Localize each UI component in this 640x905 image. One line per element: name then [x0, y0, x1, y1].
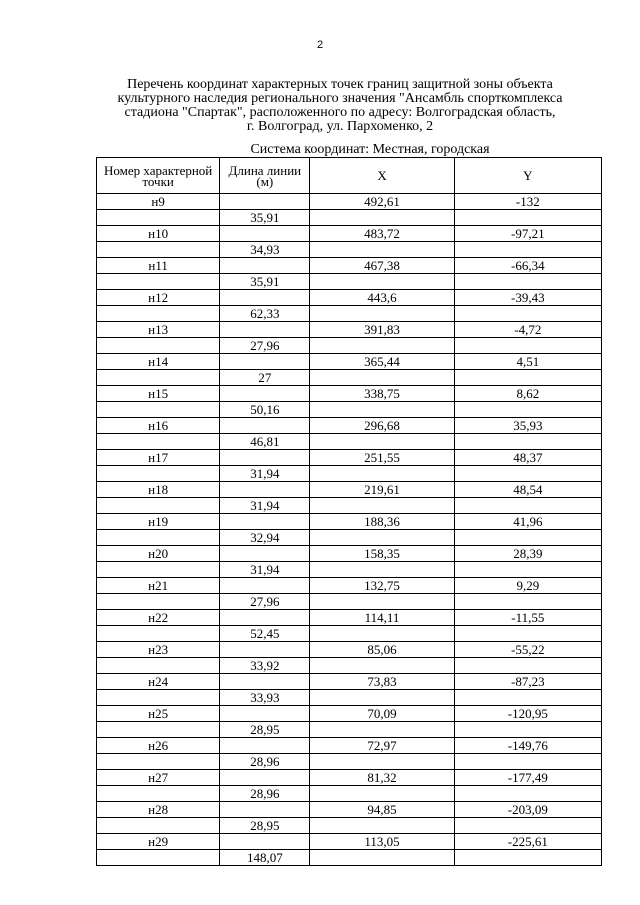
- blank-cell: [97, 274, 220, 290]
- table-row: [97, 290, 602, 306]
- blank-cell: [97, 242, 220, 258]
- line-length-cell: 35,91: [220, 274, 310, 290]
- table-row: [97, 802, 602, 818]
- x-cell: 113,05: [310, 834, 454, 850]
- blank-cell: [310, 690, 454, 706]
- blank-cell: [97, 466, 220, 482]
- blank-length-cell: [220, 226, 310, 242]
- table-row: [97, 482, 602, 498]
- header-y: Y: [454, 158, 601, 194]
- blank-cell: [97, 306, 220, 322]
- table-row: [97, 514, 602, 530]
- blank-length-cell: [220, 770, 310, 786]
- table-row: [97, 610, 602, 626]
- table-row: [97, 770, 602, 786]
- line-length-cell: 33,93: [220, 690, 310, 706]
- blank-cell: [454, 594, 601, 610]
- y-cell: -66,34: [454, 258, 601, 274]
- blank-cell: [454, 530, 601, 546]
- point-name-cell: н29: [97, 834, 220, 850]
- point-name-cell: н21: [97, 578, 220, 594]
- blank-cell: [97, 338, 220, 354]
- x-cell: 94,85: [310, 802, 454, 818]
- blank-cell: [310, 402, 454, 418]
- length-row: [97, 786, 602, 802]
- blank-cell: [97, 690, 220, 706]
- line-length-cell: 28,95: [220, 722, 310, 738]
- length-row: [97, 626, 602, 642]
- line-length-cell: 31,94: [220, 498, 310, 514]
- blank-cell: [310, 626, 454, 642]
- x-cell: 296,68: [310, 418, 454, 434]
- table-row: [97, 258, 602, 274]
- x-cell: 338,75: [310, 386, 454, 402]
- y-cell: 9,29: [454, 578, 601, 594]
- line-length-cell: 33,92: [220, 658, 310, 674]
- blank-length-cell: [220, 674, 310, 690]
- length-row: [97, 434, 602, 450]
- x-cell: 492,61: [310, 194, 454, 210]
- line-length-cell: 32,94: [220, 530, 310, 546]
- header-line-length: Длина линии (м): [220, 158, 310, 194]
- y-cell: -203,09: [454, 802, 601, 818]
- length-row: [97, 338, 602, 354]
- blank-cell: [454, 850, 601, 866]
- title-line: Перечень координат характерных точек границ защитной зоны объекта: [127, 77, 553, 92]
- blank-length-cell: [220, 706, 310, 722]
- blank-cell: [97, 370, 220, 386]
- length-row: [97, 594, 602, 610]
- length-row: [97, 754, 602, 770]
- blank-cell: [454, 466, 601, 482]
- y-cell: 48,37: [454, 450, 601, 466]
- y-cell: -87,23: [454, 674, 601, 690]
- blank-cell: [454, 274, 601, 290]
- x-cell: 70,09: [310, 706, 454, 722]
- y-cell: -11,55: [454, 610, 601, 626]
- length-row: [97, 242, 602, 258]
- blank-cell: [97, 210, 220, 226]
- x-cell: 365,44: [310, 354, 454, 370]
- y-cell: 41,96: [454, 514, 601, 530]
- blank-cell: [454, 818, 601, 834]
- blank-length-cell: [220, 738, 310, 754]
- line-length-cell: 50,16: [220, 402, 310, 418]
- point-name-cell: н12: [97, 290, 220, 306]
- y-cell: -39,43: [454, 290, 601, 306]
- table-row: [97, 834, 602, 850]
- blank-cell: [310, 850, 454, 866]
- blank-cell: [454, 306, 601, 322]
- table-row: [97, 386, 602, 402]
- point-name-cell: н25: [97, 706, 220, 722]
- line-length-cell: 62,33: [220, 306, 310, 322]
- blank-length-cell: [220, 642, 310, 658]
- line-length-cell: 31,94: [220, 562, 310, 578]
- point-name-cell: н20: [97, 546, 220, 562]
- x-cell: 114,11: [310, 610, 454, 626]
- x-cell: 132,75: [310, 578, 454, 594]
- blank-cell: [310, 658, 454, 674]
- title-line: г. Волгоград, ул. Пархоменко, 2: [246, 119, 434, 134]
- point-name-cell: н11: [97, 258, 220, 274]
- blank-cell: [97, 722, 220, 738]
- x-cell: 188,36: [310, 514, 454, 530]
- blank-length-cell: [220, 450, 310, 466]
- point-name-cell: н17: [97, 450, 220, 466]
- line-length-cell: 27,96: [220, 594, 310, 610]
- table-row: [97, 546, 602, 562]
- y-cell: 8,62: [454, 386, 601, 402]
- blank-length-cell: [220, 514, 310, 530]
- point-name-cell: н18: [97, 482, 220, 498]
- y-cell: -132: [454, 194, 601, 210]
- blank-cell: [310, 210, 454, 226]
- table-row: [97, 674, 602, 690]
- table-row: [97, 354, 602, 370]
- blank-cell: [310, 370, 454, 386]
- line-length-cell: 35,91: [220, 210, 310, 226]
- length-row: [97, 850, 602, 866]
- blank-length-cell: [220, 610, 310, 626]
- x-cell: 158,35: [310, 546, 454, 562]
- x-cell: 443,6: [310, 290, 454, 306]
- blank-length-cell: [220, 258, 310, 274]
- table-header-row: [97, 158, 602, 194]
- x-cell: 391,83: [310, 322, 454, 338]
- y-cell: 48,54: [454, 482, 601, 498]
- point-name-cell: н27: [97, 770, 220, 786]
- y-cell: -4,72: [454, 322, 601, 338]
- table-row: [97, 642, 602, 658]
- y-cell: -120,95: [454, 706, 601, 722]
- y-cell: 35,93: [454, 418, 601, 434]
- table-row: [97, 578, 602, 594]
- length-row: [97, 498, 602, 514]
- document-title: [60, 78, 620, 134]
- coordinate-system-label: Система координат: Местная, городская: [250, 142, 490, 157]
- point-name-cell: н28: [97, 802, 220, 818]
- length-row: [97, 466, 602, 482]
- blank-cell: [454, 242, 601, 258]
- blank-cell: [310, 818, 454, 834]
- blank-length-cell: [220, 194, 310, 210]
- y-cell: -149,76: [454, 738, 601, 754]
- table-row: [97, 450, 602, 466]
- blank-cell: [310, 786, 454, 802]
- coordinates-table-body: [97, 194, 602, 866]
- blank-length-cell: [220, 546, 310, 562]
- blank-length-cell: [220, 834, 310, 850]
- blank-cell: [310, 466, 454, 482]
- table-row: [97, 226, 602, 242]
- coordinates-table: [96, 157, 602, 866]
- blank-cell: [454, 210, 601, 226]
- point-name-cell: н26: [97, 738, 220, 754]
- table-row: [97, 418, 602, 434]
- blank-cell: [97, 498, 220, 514]
- blank-cell: [454, 434, 601, 450]
- length-row: [97, 722, 602, 738]
- blank-length-cell: [220, 354, 310, 370]
- point-name-cell: н19: [97, 514, 220, 530]
- blank-cell: [310, 754, 454, 770]
- length-row: [97, 402, 602, 418]
- blank-cell: [97, 594, 220, 610]
- length-row: [97, 370, 602, 386]
- x-cell: 85,06: [310, 642, 454, 658]
- blank-cell: [97, 626, 220, 642]
- blank-length-cell: [220, 578, 310, 594]
- blank-cell: [454, 498, 601, 514]
- length-row: [97, 690, 602, 706]
- point-name-cell: н23: [97, 642, 220, 658]
- point-name-cell: н9: [97, 194, 220, 210]
- x-cell: 81,32: [310, 770, 454, 786]
- y-cell: -97,21: [454, 226, 601, 242]
- table-row: [97, 738, 602, 754]
- table-row: [97, 194, 602, 210]
- length-row: [97, 274, 602, 290]
- line-length-cell: 28,95: [220, 818, 310, 834]
- x-cell: 219,61: [310, 482, 454, 498]
- blank-cell: [454, 754, 601, 770]
- blank-length-cell: [220, 418, 310, 434]
- blank-cell: [454, 690, 601, 706]
- blank-cell: [454, 338, 601, 354]
- blank-cell: [310, 274, 454, 290]
- y-cell: -225,61: [454, 834, 601, 850]
- blank-cell: [97, 434, 220, 450]
- blank-length-cell: [220, 802, 310, 818]
- blank-cell: [310, 498, 454, 514]
- blank-cell: [310, 562, 454, 578]
- x-cell: 72,97: [310, 738, 454, 754]
- blank-length-cell: [220, 290, 310, 306]
- x-cell: 73,83: [310, 674, 454, 690]
- length-row: [97, 818, 602, 834]
- y-cell: 28,39: [454, 546, 601, 562]
- blank-cell: [454, 722, 601, 738]
- x-cell: 467,38: [310, 258, 454, 274]
- y-cell: 4,51: [454, 354, 601, 370]
- x-cell: 483,72: [310, 226, 454, 242]
- table-row: [97, 322, 602, 338]
- blank-cell: [97, 850, 220, 866]
- title-line: культурного наследия регионального значения "Ансамбль спорткомплекса: [117, 91, 563, 106]
- blank-length-cell: [220, 386, 310, 402]
- length-row: [97, 210, 602, 226]
- line-length-cell: 28,96: [220, 786, 310, 802]
- blank-cell: [310, 530, 454, 546]
- line-length-cell: 27: [220, 370, 310, 386]
- blank-cell: [454, 786, 601, 802]
- line-length-cell: 148,07: [220, 850, 310, 866]
- y-cell: -55,22: [454, 642, 601, 658]
- table-row: [97, 706, 602, 722]
- blank-cell: [97, 754, 220, 770]
- blank-cell: [454, 658, 601, 674]
- point-name-cell: н14: [97, 354, 220, 370]
- line-length-cell: 34,93: [220, 242, 310, 258]
- line-length-cell: 31,94: [220, 466, 310, 482]
- point-name-cell: н15: [97, 386, 220, 402]
- line-length-cell: 28,96: [220, 754, 310, 770]
- line-length-cell: 27,96: [220, 338, 310, 354]
- point-name-cell: н13: [97, 322, 220, 338]
- line-length-cell: 46,81: [220, 434, 310, 450]
- length-row: [97, 658, 602, 674]
- y-cell: -177,49: [454, 770, 601, 786]
- blank-cell: [97, 658, 220, 674]
- point-name-cell: н10: [97, 226, 220, 242]
- blank-cell: [97, 818, 220, 834]
- header-point-number: Номер характерной точки: [97, 158, 220, 194]
- length-row: [97, 562, 602, 578]
- title-line: стадиона "Спартак", расположенного по адресу: Волгоградская область,: [124, 105, 556, 120]
- point-name-cell: н22: [97, 610, 220, 626]
- blank-cell: [454, 402, 601, 418]
- blank-length-cell: [220, 322, 310, 338]
- blank-cell: [97, 530, 220, 546]
- blank-cell: [310, 242, 454, 258]
- blank-cell: [310, 306, 454, 322]
- blank-cell: [310, 434, 454, 450]
- page-number: 2: [316, 39, 324, 51]
- blank-length-cell: [220, 482, 310, 498]
- point-name-cell: н24: [97, 674, 220, 690]
- header-x: X: [310, 158, 454, 194]
- blank-cell: [454, 370, 601, 386]
- blank-cell: [310, 594, 454, 610]
- blank-cell: [454, 626, 601, 642]
- blank-cell: [454, 562, 601, 578]
- x-cell: 251,55: [310, 450, 454, 466]
- point-name-cell: н16: [97, 418, 220, 434]
- length-row: [97, 530, 602, 546]
- blank-cell: [97, 402, 220, 418]
- line-length-cell: 52,45: [220, 626, 310, 642]
- blank-cell: [97, 562, 220, 578]
- blank-cell: [310, 338, 454, 354]
- length-row: [97, 306, 602, 322]
- blank-cell: [310, 722, 454, 738]
- blank-cell: [97, 786, 220, 802]
